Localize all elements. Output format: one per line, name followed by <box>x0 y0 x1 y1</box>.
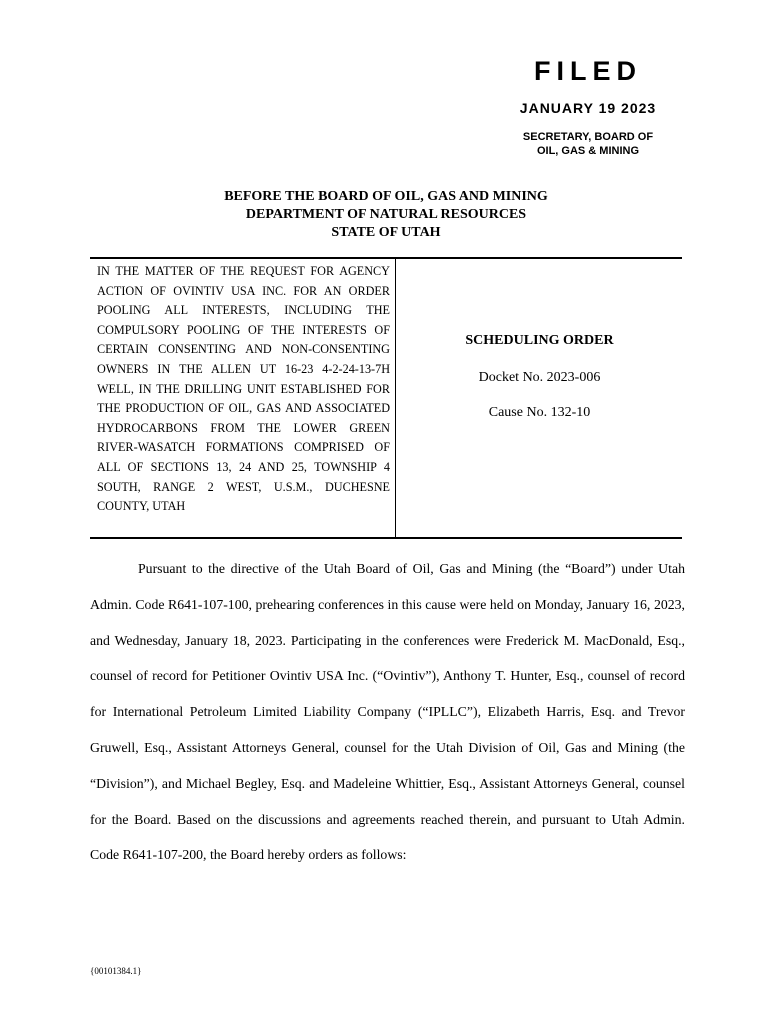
docket-number: Docket No. 2023-006 <box>478 370 601 385</box>
case-matter-description: IN THE MATTER OF THE REQUEST FOR AGENCY ACTION OF OVINTIV USA INC. FOR AN ORDER POOLING ALL INTERESTS, INCLUDING THE COMPULSORY POOLING OF THE INTERESTS OF CERTAIN CONSENTING AND NON-CONSENTING OWNERS IN THE ALLEN UT 16-23 4-2-24-13-7H WELL, IN THE DRILLING UNIT ESTABLISHED FOR THE PRODUCTION OF OIL, GAS AND ASSOCIATED HYDROCARBONS FROM THE LOWER GREEN RIVER-WASATCH FORMATIONS COMPRISED OF ALL OF SECTIONS 13, 24 AND 25, TOWNSHIP 4 SOUTH, RANGE 2 WEST, U.S.M., DUCHESNE COUNTY, UTAH <box>97 264 390 514</box>
filed-stamp-secretary <box>480 130 696 158</box>
caption-divider <box>395 259 396 537</box>
body-paragraph: Pursuant to the directive of the Utah Board of Oil, Gas and Mining (the “Board”) under Utah Admin. Code R641-107-100, prehearing conferences in this cause were held on Monday, January 16, 2023, and Wednesday, January 18, 2023. Participating in the conferences were Frederick M. MacDonald, Esq., counsel of record for Petitioner Ovintiv USA Inc. (“Ovintiv”), Anthony T. Hunter, Esq., counsel of record for International Petroleum Limited Liability Company (“IPLLC”), Elizabeth Harris, Esq. and Trevor Gruwell, Esq., Assistant Attorneys General, counsel for the Utah Division of Oil, Gas and Mining (the “Division”), and Michael Begley, Esq. and Madeleine Whittier, Esq., Assistant Attorneys General, counsel for the Board. Based on the discussions and agreements reached therein, and pursuant to Utah Admin. Code R641-107-200, the Board hereby orders as follows: <box>90 561 685 863</box>
filed-stamp-date: JANUARY 19 2023 <box>519 100 657 116</box>
document-id-footer: {00101384.1} <box>90 966 142 976</box>
court-header-state: STATE OF UTAH <box>331 225 441 240</box>
filed-stamp-title: FILED <box>534 56 642 86</box>
court-header-department: DEPARTMENT OF NATURAL RESOURCES <box>245 207 527 222</box>
order-title: SCHEDULING ORDER <box>465 333 614 348</box>
court-header-board: BEFORE THE BOARD OF OIL, GAS AND MINING <box>224 189 548 204</box>
filed-stamp-secretary-line1: SECRETARY, BOARD OF <box>522 131 654 143</box>
case-caption-table <box>90 257 682 539</box>
cause-number: Cause No. 132-10 <box>488 405 591 420</box>
court-header <box>90 188 682 242</box>
filed-stamp-secretary-line2: OIL, GAS & MINING <box>536 145 640 157</box>
